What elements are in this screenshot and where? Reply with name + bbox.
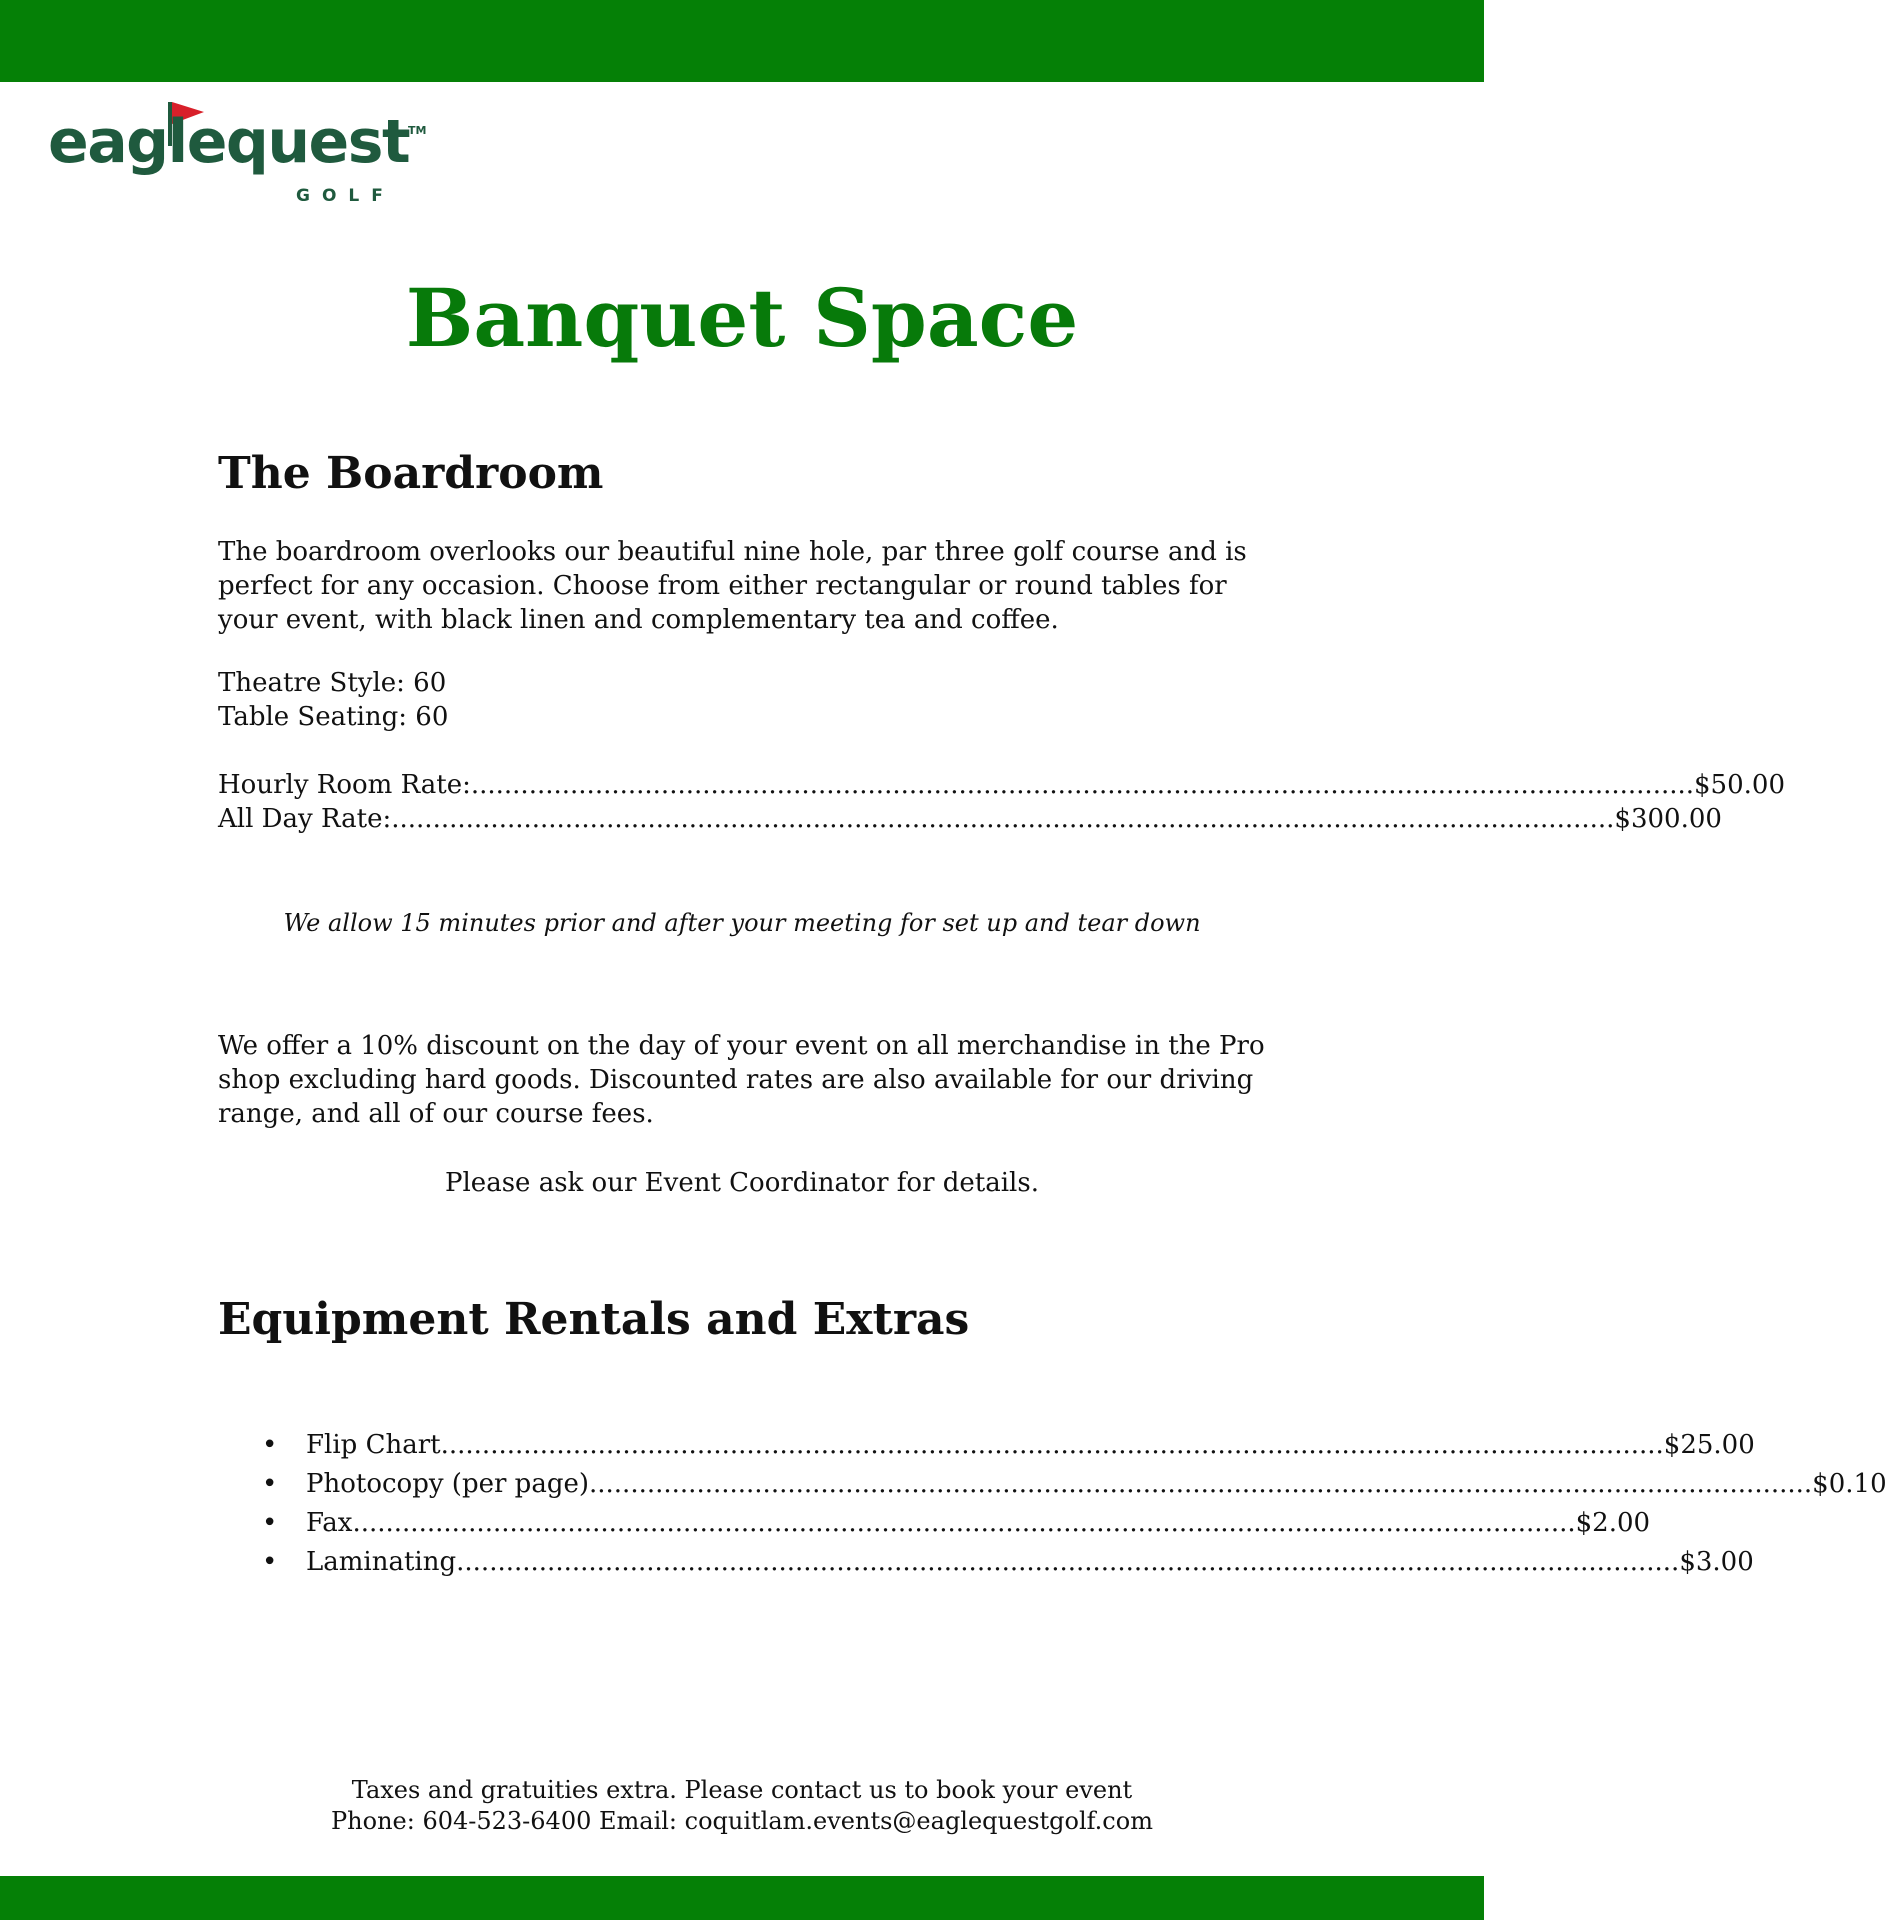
capacity-block [218, 666, 1278, 734]
top-green-band [0, 0, 1484, 82]
rate-price: $300.00 [1614, 804, 1722, 834]
list-item [218, 1543, 1754, 1582]
rate-price: $50.00 [1694, 770, 1785, 800]
footer-contact: Phone: 604-523-6400 Email: coquitlam.events@eaglequestgolf.com [331, 1807, 1153, 1835]
setup-note: We allow 15 minutes prior and after your meeting for set up and tear down [283, 909, 1201, 937]
list-item [218, 1504, 1651, 1543]
item-label: Laminating [306, 1547, 457, 1577]
item-price: $25.00 [1663, 1430, 1755, 1460]
item-price: $3.00 [1679, 1547, 1754, 1577]
list-item [218, 1426, 1755, 1465]
item-label: Fax [306, 1508, 353, 1538]
coordinator-note: Please ask our Event Coordinator for details. [445, 1168, 1039, 1198]
leader-dots: .................................................................................................................................................... [352, 1508, 1576, 1538]
leader-dots: .................................................................................................................................................... [391, 804, 1615, 834]
leader-dots: .................................................................................................................................................... [440, 1430, 1664, 1460]
bullet-icon: • [262, 1430, 278, 1460]
leader-dots: .................................................................................................................................................... [456, 1547, 1680, 1577]
rate-all-day [218, 802, 1722, 836]
leader-dots: .................................................................................................................................................... [470, 770, 1695, 800]
boardroom-heading: The Boardroom [218, 448, 604, 499]
boardroom-description: The boardroom overlooks our beautiful nine hole, par three golf course and is perfect for any occasion. Choose from either rectangular or round tables for your event, with black linen and complementary tea and coffee. [218, 537, 1247, 635]
logo-wordmark: eaglequest [48, 107, 410, 177]
footer-taxes: Taxes and gratuities extra. Please contact us to book your event [351, 1776, 1133, 1804]
item-price: $0.10 [1812, 1469, 1887, 1499]
page-title: Banquet Space [405, 271, 1079, 365]
capacity-theatre: Theatre Style: 60 [218, 668, 447, 698]
bullet-icon: • [262, 1469, 278, 1499]
capacity-table: Table Seating: 60 [218, 702, 449, 732]
item-label: Flip Chart [306, 1430, 441, 1460]
item-label: Photocopy (per page) [306, 1469, 589, 1499]
bullet-icon: • [262, 1547, 278, 1577]
rate-hourly [218, 768, 1785, 802]
equipment-list [218, 1426, 1887, 1582]
list-item [218, 1465, 1887, 1504]
bottom-green-band [0, 1876, 1484, 1920]
equipment-heading: Equipment Rentals and Extras [218, 1294, 970, 1345]
rate-label: Hourly Room Rate: [218, 770, 471, 800]
discount-text: We offer a 10% discount on the day of your event on all merchandise in the Pro shop excluding hard goods. Discounted rates are also available for our driving range, and all of our course fees. [218, 1031, 1265, 1129]
bullet-icon: • [262, 1508, 278, 1538]
logo-subtitle: GOLF [296, 186, 395, 206]
item-price: $2.00 [1575, 1508, 1651, 1538]
rate-label: All Day Rate: [218, 804, 392, 834]
logo-trademark: TM [408, 124, 427, 137]
eaglequest-golf-logo [48, 100, 448, 210]
leader-dots: .................................................................................................................................................... [589, 1469, 1813, 1499]
